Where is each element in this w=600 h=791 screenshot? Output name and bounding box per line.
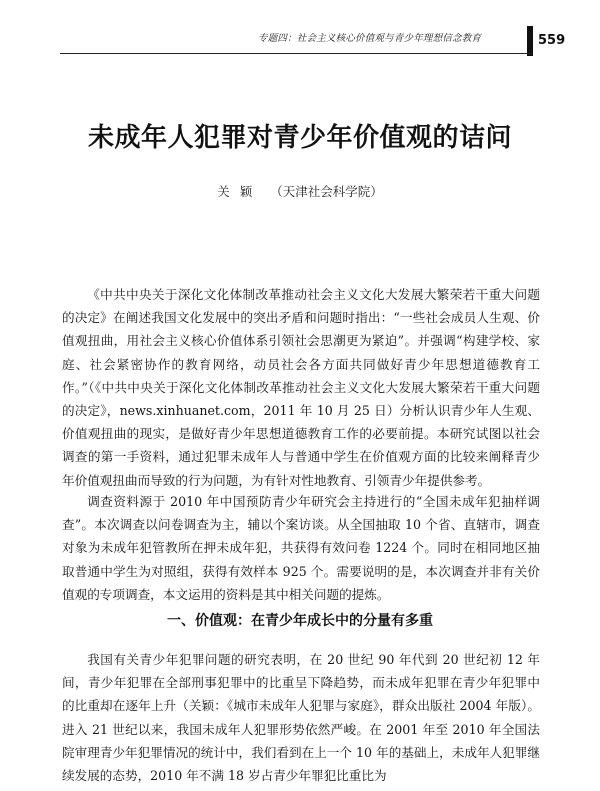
running-header: 专题四：社会主义核心价值观与青少年理想信念教育 [258,33,482,44]
author-affiliation: （天津社会科学院） [270,184,383,199]
author-line [0,182,600,200]
data-source-paragraph: 调查资料源于 2010 年中国预防青少年研究会主持进行的“全国未成年犯抽样调查”。本次调查以问卷调查为主，辅以个案访谈。从全国抽取 10 个省、直辖市，调查对象为未成年犯管教所在押未成年犯，共获得有效问卷 1224 个。同时在相同地区抽取普通中学生为对照组，获得有效样本 925 个。需要说明的是，本次调查并非有关价值观的专项调查，本文运用的资料是其中相关问题的提炼。 [62,494,540,602]
data-source-section [62,490,540,606]
header-rule [60,53,532,54]
history-paragraph: 我国有关青少年犯罪问题的研究表明，在 20 世纪 90 年代到 20 世纪初 12 年间，青少年犯罪在全部刑事犯罪中的比重呈下降趋势，而未成年犯罪在青少年犯罪中的比重却在逐年上升（关颖：《城市未成年人犯罪与家庭》，群众出版社 2004 年版）。进入 21 世纪以来，我国未成年人犯罪形势依然严峻。在 2001 年至 2010 年全国法院审理青少年犯罪情况的统计中，我们看到在上一个 10 年的基础上，未成年人犯罪继续发展的态势，2010 年不满 18 岁占青少年罪犯比重比为 [62,652,540,784]
article-title: 未成年人犯罪对青少年价值观的诘问 [87,123,512,153]
section-heading: 一、价值观：在青少年成长中的分量有多重 [167,613,433,629]
page-number: 559 [538,33,566,48]
history-section [62,648,540,787]
intro-paragraph: 《中共中央关于深化文化体制改革推动社会主义文化大发展大繁荣若干重大问题的决定》在阐述我国文化发展中的突出矛盾和问题时指出：“一些社会成员人生观、价值观扭曲，用社会主义核心价值体系引领社会思潮更为紧迫”。并强调“构建学校、家庭、社会紧密协作的教育网络，动员社会各方面共同做好青少年思想道德教育工作。”（《中共中央关于深化文化体制改革推动社会主义文化大发展大繁荣若干重大问题的决定》，news.xinhuanet.com，2011 年 10 月 25 日）分析认识青少年人生观、价值观扭曲的现实，是做好青少年思想道德教育工作的必要前提。本研究试图以社会调查的第一手资料，通过犯罪未成年人与普通中学生在价值观方面的比较来阐释青少年价值观扭曲而导致的行为问题，为有针对性地教育、引领青少年提供参考。 [62,287,540,488]
intro-section [62,283,540,492]
header-bar [527,26,533,56]
author-name: 关颖 [217,184,263,199]
